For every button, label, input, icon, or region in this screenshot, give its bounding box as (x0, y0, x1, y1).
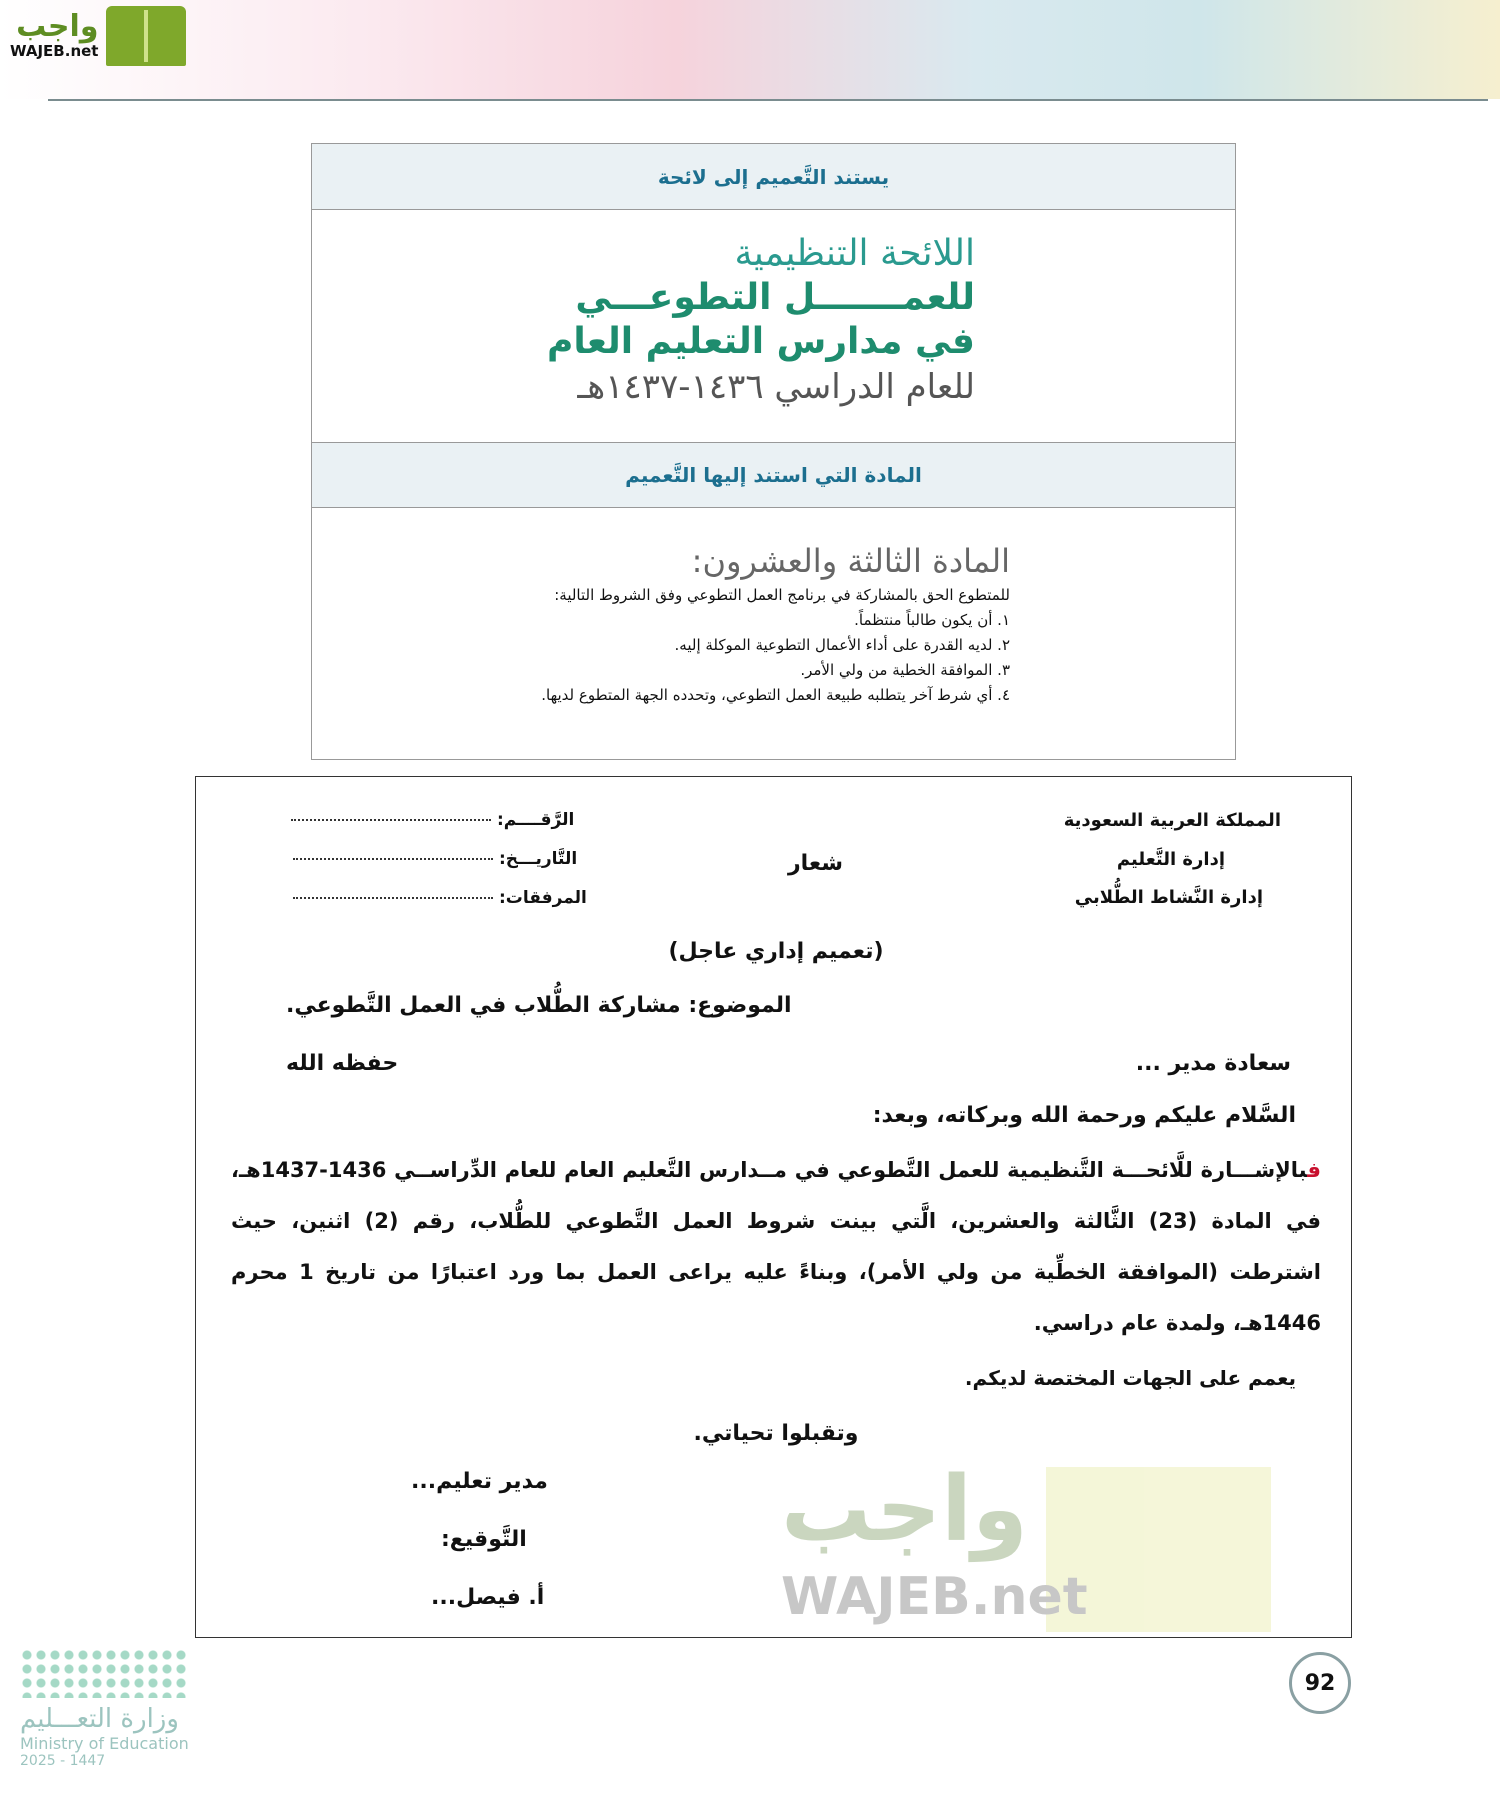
signatory-name: أ. فيصل... (431, 1585, 545, 1610)
ministry-logo (20, 1648, 205, 1769)
header-banner (0, 0, 1500, 99)
field-label: الرَّقــــم: (497, 810, 575, 830)
box-header-2: المادة التي استند إليها التَّعميم (312, 442, 1235, 508)
closing: وتقبلوا تحياتي. (693, 1421, 859, 1446)
title-line: للعام الدراسي ١٤٣٦-١٤٣٧هـ (577, 367, 975, 407)
ministry-ar: وزارة التعـــليم (20, 1704, 179, 1734)
dotted-line (293, 897, 493, 899)
logo-en: WAJEB.net (10, 42, 99, 60)
addressee-row (231, 1049, 1321, 1079)
blessing: حفظه الله (286, 1051, 399, 1076)
condition-item: ٢. لديه القدرة على أداء الأعمال التطوعية الموكلة إليه. (674, 636, 1010, 654)
watermark-ar: واجب (781, 1457, 1028, 1562)
title-line: للعمـــــــل التطوعـــي (575, 277, 975, 318)
field-date (293, 849, 577, 869)
signature-label: التَّوقيع: (441, 1527, 527, 1552)
condition-item: ١. أن يكون طالباً منتظماً. (854, 611, 1010, 629)
ministry-en: Ministry of Education (20, 1734, 189, 1753)
ministry-emblem-icon (20, 1648, 190, 1698)
subject: الموضوع: مشاركة الطُّلاب في العمل التَّطوعي. (286, 993, 792, 1018)
greeting: السَّلام عليكم ورحمة الله وبركاته، وبعد: (872, 1103, 1296, 1128)
org-line: إدارة التَّعليم (1116, 849, 1225, 870)
letter-header (231, 777, 1321, 937)
field-label: المرفقات: (499, 888, 587, 908)
field-number (291, 810, 574, 830)
letter-content (231, 937, 1322, 1627)
field-attachments (293, 888, 587, 908)
wajeb-logo[interactable] (10, 6, 186, 66)
field-label: التَّاريـــخ: (499, 849, 578, 869)
circular-type: (تعميم إداري عاجل) (668, 939, 884, 964)
logo-ar: واجب (16, 9, 99, 44)
letter-body (231, 1145, 1321, 1349)
condition-item: ٤. أي شرط آخر يتطلبه طبيعة العمل التطوعي، وتحدده الجهة المتطوع لديها. (541, 686, 1010, 704)
body-text: بالإشـــارة للَّائحـــة التَّنظيمية للعمل التَّطوعي في مــدارس التَّعليم العام للعام الدِّراســي 1436-1437هـ، في المادة (23) الثَّالثة والعشرين، الَّتي بينت شروط العمل التَّطوعي للطُّلاب، رقم (2) اثنين، حيث اشترطت (الموافقة الخطِّية من ولي الأمر)، وبناءً عليه يراعى العمل بما ورد اعتبارًا من تاريخ 1 محرم 1446هـ، ولمدة عام دراسي. (231, 1158, 1322, 1335)
condition-item: ٣. الموافقة الخطية من ولي الأمر. (800, 661, 1010, 679)
watermark (781, 1457, 1281, 1637)
addressee: سعادة مدير ... (1135, 1051, 1291, 1076)
dotted-line (293, 858, 493, 860)
book-icon (106, 6, 186, 66)
page-number: 92 (1289, 1652, 1351, 1714)
logo-placeholder: شعار (788, 851, 843, 876)
director: مدير تعليم... (411, 1469, 548, 1494)
first-letter: ف (1307, 1158, 1321, 1182)
article-title: المادة الثالثة والعشرون: (691, 542, 1010, 580)
article-intro: للمتطوع الحق بالمشاركة في برنامج العمل التطوعي وفق الشروط التالية: (554, 586, 1010, 604)
title-line: في مدارس التعليم العام (547, 321, 975, 362)
header-divider (48, 99, 1488, 101)
org-line: إدارة النَّشاط الطُّلابي (1074, 887, 1263, 908)
circulate-note: يعمم على الجهات المختصة لديكم. (964, 1366, 1296, 1390)
year: 2025 - 1447 (20, 1753, 106, 1769)
circular-letter (195, 776, 1352, 1638)
box-header-1: يستند التَّعميم إلى لائحة (312, 144, 1235, 210)
org-line: المملكة العربية السعودية (1063, 810, 1281, 831)
title-line: اللائحة التنظيمية (734, 233, 975, 274)
signature-block (231, 1457, 1321, 1627)
dotted-line (291, 819, 491, 821)
article-section (541, 539, 1010, 708)
watermark-en: WAJEB.net (781, 1567, 1088, 1627)
regulation-box (311, 143, 1236, 760)
regulation-title (547, 232, 975, 410)
